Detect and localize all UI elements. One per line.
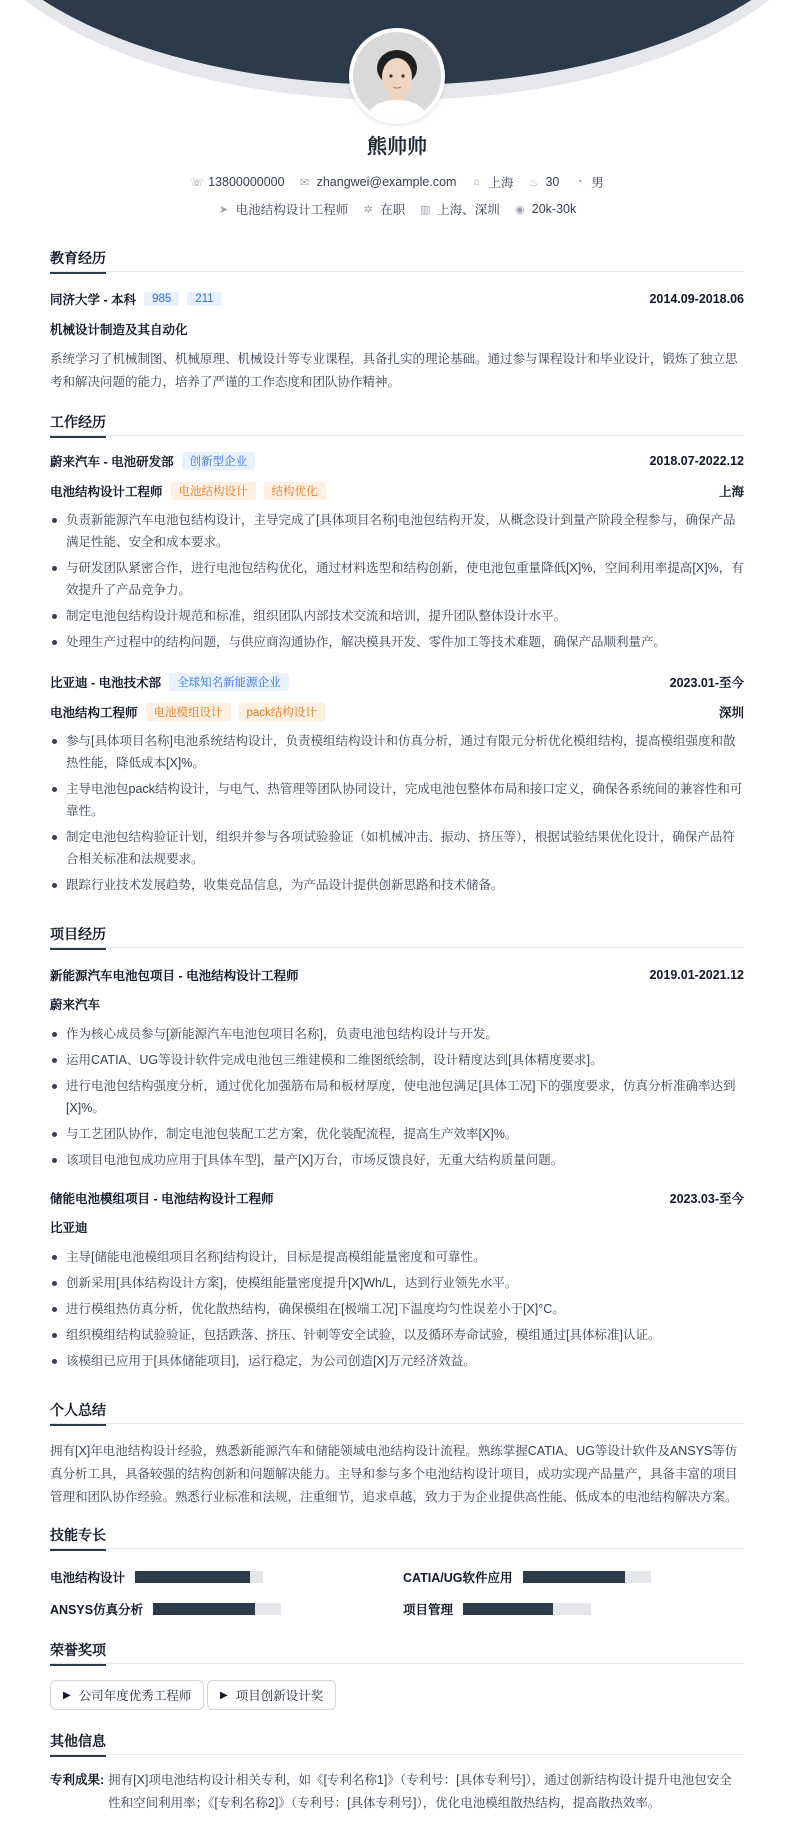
project-org: 比亚迪: [50, 1221, 88, 1235]
send-icon: ➤: [219, 203, 229, 216]
gender-icon: ◔: [576, 176, 583, 188]
avatar-portrait-icon: [353, 32, 441, 120]
other-label: 专利成果:: [50, 1773, 105, 1787]
project-period: 2023.03-至今: [669, 1192, 744, 1206]
skill-name: 项目管理: [403, 1603, 454, 1617]
gender-item: [573, 173, 604, 191]
work-role-row: [50, 703, 744, 721]
company-tag: 全球知名新能源企业: [169, 673, 289, 691]
list-item: 该项目电池包成功应用于[具体车型]，量产[X]万台，市场反馈良好，无重大结构质量问题。: [50, 1149, 744, 1171]
play-icon: ▶: [220, 1689, 228, 1701]
section-title-work: 工作经历: [50, 412, 744, 436]
list-item: 该模组已应用于[具体储能项目]，运行稳定，为公司创造[X]万元经济效益。: [50, 1350, 744, 1372]
mail-icon: ✉: [299, 176, 310, 189]
project-period: 2019.01-2021.12: [649, 968, 744, 982]
list-item: 运用CATIA、UG等设计软件完成电池包三维建模和二维图纸绘制，设计精度达到[具体精度要求]。: [50, 1049, 744, 1071]
project-header: [50, 966, 744, 984]
job-target-item: [218, 200, 349, 218]
play-icon: ▶: [63, 1689, 71, 1701]
project-title: 新能源汽车电池包项目 - 电池结构设计工程师: [50, 969, 299, 983]
section-title-projects: 项目经历: [50, 924, 744, 948]
salary: 20k-30k: [531, 202, 577, 216]
list-item: 主导[储能电池模组项目名称]结构设计，目标是提高模组能量密度和可靠性。: [50, 1246, 744, 1268]
skill-item: [50, 1600, 281, 1618]
education-header: [50, 290, 744, 308]
skill-fill: [523, 1571, 625, 1583]
skill-bar: [463, 1603, 591, 1615]
role: 电池结构工程师: [50, 706, 138, 720]
list-item: 作为核心成员参与[新能源汽车电池包项目名称]，负责电池包结构设计与开发。: [50, 1023, 744, 1045]
role-tag: pack结构设计: [239, 703, 325, 721]
gear-icon: ✲: [363, 203, 373, 216]
company-tag: 创新型企业: [182, 452, 256, 470]
skill-item: [50, 1568, 263, 1586]
education-period: 2014.09-2018.06: [649, 292, 744, 306]
phone: 13800000000: [208, 175, 285, 189]
section-title-awards: 荣誉奖项: [50, 1640, 744, 1664]
building-icon: ▥: [420, 203, 431, 216]
award-label: 项目创新设计奖: [235, 1689, 324, 1703]
work-company-row: [50, 673, 744, 691]
target-city-item: [419, 200, 500, 218]
role-tag: 电池模组设计: [146, 703, 231, 721]
age-item: [527, 175, 559, 189]
work-location: 上海: [718, 485, 744, 499]
award-chip: [207, 1680, 336, 1710]
city: 上海: [488, 176, 514, 190]
education-description: 系统学习了机械制图、机械原理、机械设计等专业课程，具备扎实的理论基础。通过参与课程设计和毕业设计，锻炼了独立思考和解决问题的能力，培养了严谨的工作态度和团队协作精神。: [50, 352, 738, 389]
project-header: [50, 1189, 744, 1207]
list-item: 制定电池包结构验证计划，组织并参与各项试验验证（如机械冲击、振动、挤压等），根据试验结果优化设计，确保产品符合相关标准和法规要求。: [50, 826, 744, 870]
list-item: 制定电池包结构设计规范和标准，组织团队内部技术交流和培训，提升团队整体设计水平。: [50, 605, 744, 627]
email: zhangwei@example.com: [316, 175, 457, 189]
list-item: 与工艺团队协作，制定电池包装配工艺方案，优化装配流程，提高生产效率[X]%。: [50, 1123, 744, 1145]
skill-item: [403, 1568, 651, 1586]
phone-icon: ☏: [190, 176, 204, 189]
work-role-row: [50, 482, 744, 500]
work-period: 2023.01-至今: [669, 676, 744, 690]
city-item: [470, 173, 513, 191]
skill-name: 电池结构设计: [50, 1571, 126, 1585]
project-org-row: [50, 1218, 744, 1236]
school-tag: 211: [187, 292, 221, 306]
phone-item: [190, 175, 284, 189]
candidate-name: 熊帅帅: [367, 136, 427, 158]
skill-bar: [153, 1603, 281, 1615]
list-item: 主导电池包pack结构设计，与电气、热管理等团队协同设计，完成电池包整体布局和接口定义，确保各系统间的兼容性和可靠性。: [50, 778, 744, 822]
skill-item: [403, 1600, 591, 1618]
project-bullets: [50, 1023, 744, 1175]
other-info: [50, 1769, 744, 1815]
award-chip: [50, 1680, 204, 1710]
list-item: 负责新能源汽车电池包结构设计，主导完成了[具体项目名称]电池包结构开发，从概念设计到量产阶段全程参与，确保产品满足性能、安全和成本要求。: [50, 509, 744, 553]
section-title-summary: 个人总结: [50, 1400, 744, 1424]
status-item: [362, 200, 405, 218]
age: 30: [545, 175, 560, 189]
list-item: 处理生产过程中的结构问题，与供应商沟通协作，解决模具开发、零件加工等技术难题，确保产品顺利量产。: [50, 631, 744, 653]
work-period: 2018.07-2022.12: [649, 454, 744, 468]
list-item: 跟踪行业技术发展趋势，收集竞品信息，为产品设计提供创新思路和技术储备。: [50, 874, 744, 896]
list-item: 与研发团队紧密合作，进行电池包结构优化，通过材料选型和结构创新，使电池包重量降低[X]%，空间利用率提高[X]%，有效提升了产品竞争力。: [50, 557, 744, 601]
company-name: 比亚迪 - 电池技术部: [50, 676, 162, 690]
target-cities: 上海、深圳: [437, 203, 500, 217]
skill-bar: [135, 1571, 263, 1583]
school-tag: 985: [144, 292, 179, 306]
skill-name: CATIA/UG软件应用: [403, 1571, 513, 1585]
company-name: 蔚来汽车 - 电池研发部: [50, 455, 174, 469]
school-name: 同济大学 - 本科: [50, 293, 137, 307]
summary-text: 拥有[X]年电池结构设计经验，熟悉新能源汽车和储能领域电池结构设计流程。熟练掌握CATIA、UG等设计软件及ANSYS等仿真分析工具，具备较强的结构创新和问题解决能力。主导和参与多个电池结构设计项目，成功实现产品量产，具备丰富的项目管理和团队协作经验。熟悉行业标准和法规，注重细节，追求卓越，致力于为企业提供高性能、低成本的电池结构解决方案。: [50, 1444, 738, 1504]
skill-fill: [153, 1603, 255, 1615]
skill-name: ANSYS仿真分析: [50, 1603, 144, 1617]
salary-item: [514, 202, 576, 216]
education-major-row: [50, 320, 744, 338]
job-target: 电池结构设计工程师: [235, 203, 349, 217]
work-company-row: [50, 452, 744, 470]
other-text: 拥有[X]项电池结构设计相关专利，如《[专利名称1]》（专利号：[具体专利号]），通过创新结构设计提升电池包安全性和空间利用率；《[专利名称2]》（专利号：[具体专利号]），优化电池模组散热结构，提高散热效率。: [108, 1773, 732, 1810]
role: 电池结构设计工程师: [50, 485, 163, 499]
list-item: 组织模组结构试验验证，包括跌落、挤压、针刺等安全试验，以及循环寿命试验，模组通过[具体标准]认证。: [50, 1324, 744, 1346]
cake-icon: ♨: [528, 176, 539, 189]
gender: 男: [591, 176, 604, 190]
home-icon: ⌂: [473, 176, 480, 188]
list-item: 参与[具体项目名称]电池系统结构设计，负责模组结构设计和仿真分析，通过有限元分析优化模组结构，提高模组强度和散热性能，降低成本[X]%。: [50, 730, 744, 774]
avatar: [349, 28, 445, 124]
role-tag: 结构优化: [264, 482, 326, 500]
contact-row: [0, 173, 794, 191]
section-title-education: 教育经历: [50, 248, 744, 272]
list-item: 进行模组热仿真分析，优化散热结构，确保模组在[极端工况]下温度均匀性误差小于[X]°C。: [50, 1298, 744, 1320]
project-title: 储能电池模组项目 - 电池结构设计工程师: [50, 1192, 274, 1206]
work-location: 深圳: [718, 706, 744, 720]
work-bullets: [50, 730, 744, 900]
role-tag: 电池结构设计: [171, 482, 256, 500]
email-item: [299, 175, 457, 189]
list-item: 创新采用[具体结构设计方案]，使模组能量密度提升[X]Wh/L，达到行业领先水平。: [50, 1272, 744, 1294]
section-title-other: 其他信息: [50, 1731, 744, 1755]
skill-bar: [523, 1571, 651, 1583]
work-bullets: [50, 509, 744, 657]
project-bullets: [50, 1246, 744, 1376]
list-item: 进行电池包结构强度分析，通过优化加强筋布局和板材厚度，使电池包满足[具体工况]下的强度要求，仿真分析准确率达到[X]%。: [50, 1075, 744, 1119]
status: 在职: [380, 203, 406, 217]
job-intent-row: [0, 200, 794, 218]
coin-icon: ◉: [514, 203, 525, 216]
project-org-row: [50, 995, 744, 1013]
skill-fill: [463, 1603, 553, 1615]
skill-fill: [135, 1571, 250, 1583]
major: 机械设计制造及其自动化: [50, 323, 188, 337]
award-label: 公司年度优秀工程师: [78, 1689, 192, 1703]
project-org: 蔚来汽车: [50, 998, 101, 1012]
section-title-skills: 技能专长: [50, 1525, 744, 1549]
